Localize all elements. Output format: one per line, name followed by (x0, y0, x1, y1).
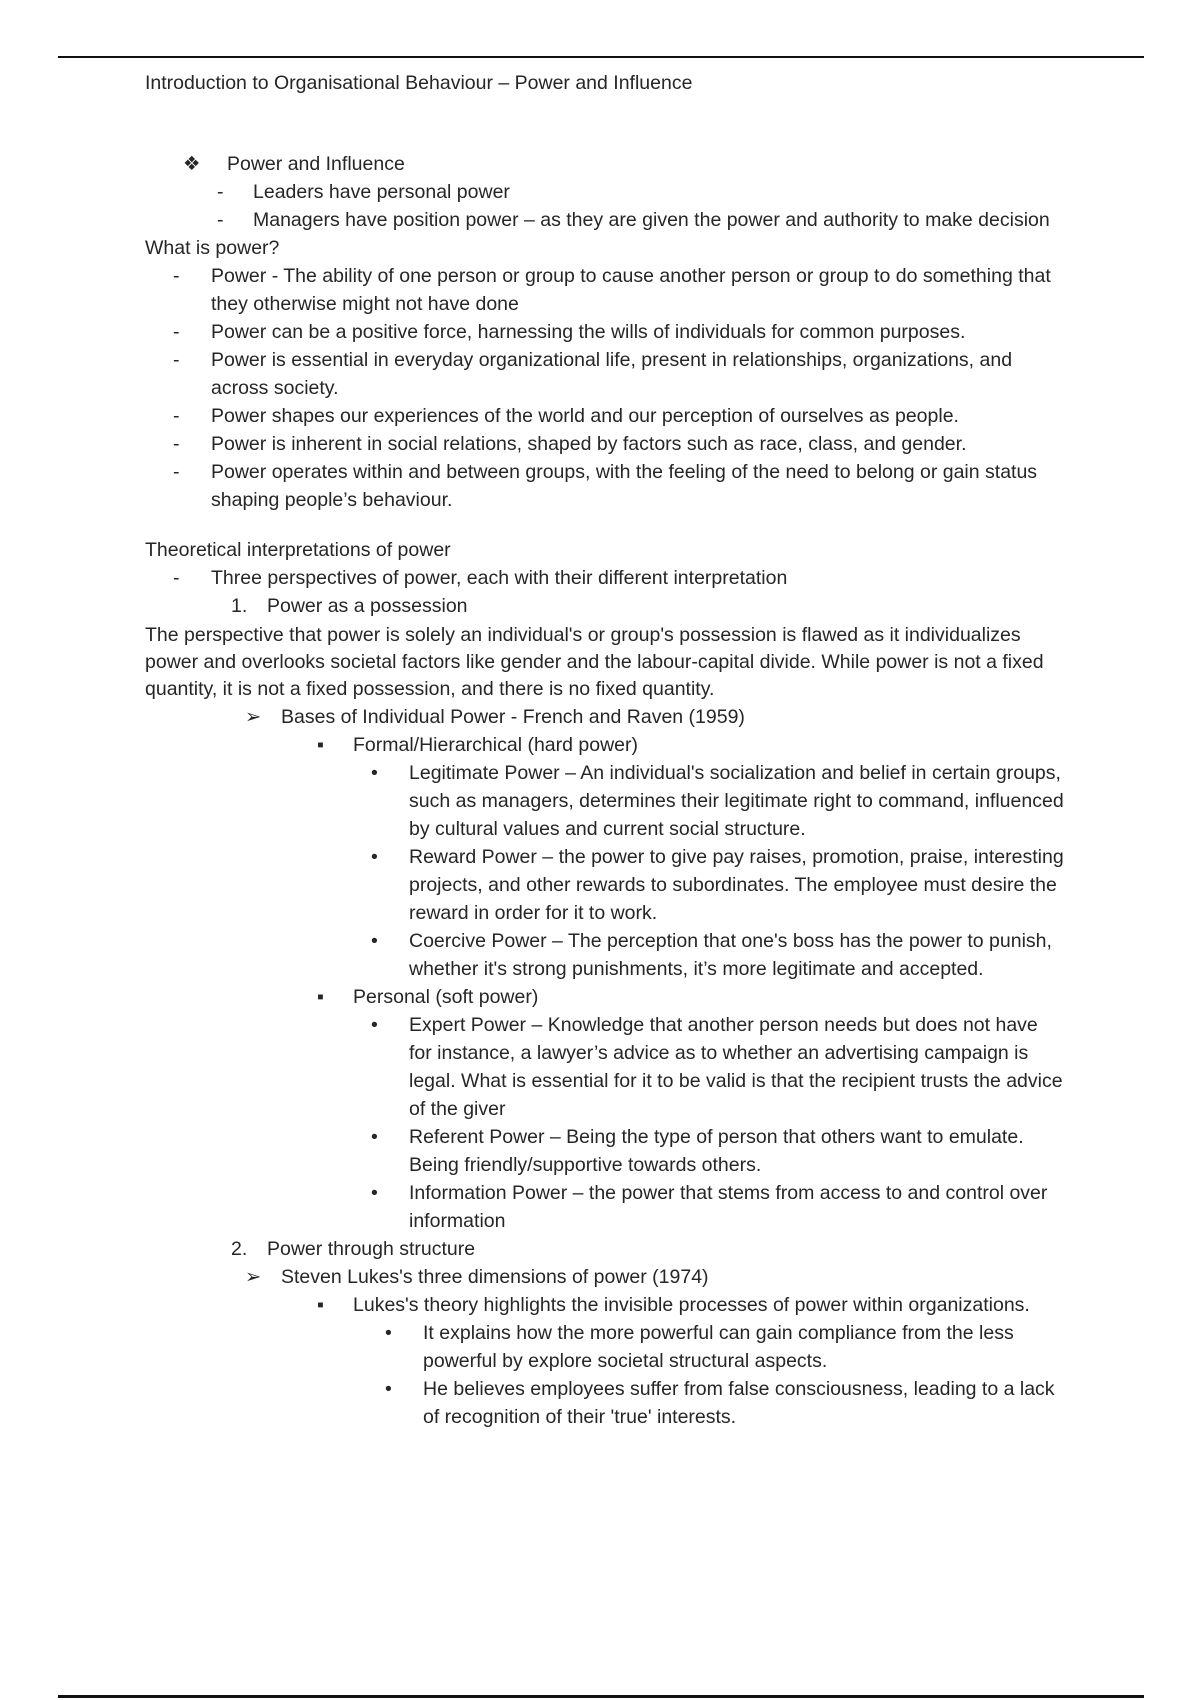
dot-bullet-icon: • (371, 1182, 378, 1204)
bases-heading: ➢ Bases of Individual Power - French and Raven (1959) (245, 703, 1065, 731)
list-item: - Managers have position power – as they are given the power and authority to make decision (217, 206, 1065, 234)
theoretical-heading: Theoretical interpretations of power (145, 539, 451, 561)
dash-bullet-icon: - (173, 265, 180, 287)
list-item: • He believes employees suffer from false consciousness, leading to a lack of recognition of their 'true' interests. (385, 1375, 1065, 1431)
list-item: - Power is inherent in social relations, shaped by factors such as race, class, and gender. (173, 430, 1065, 458)
arrow-bullet-icon: ➢ (245, 706, 262, 728)
numbered-item-2: 2. Power through structure (231, 1238, 476, 1260)
list-item: • Expert Power – Knowledge that another person needs but does not have for instance, a lawyer’s advice as to whether an advertising campaign is legal. What is essential for it to be valid is that the recipient trusts the advice of the giver (371, 1011, 1065, 1123)
dot-bullet-icon: • (371, 930, 378, 952)
formal-power-heading: ▪ Formal/Hierarchical (hard power) (317, 731, 1065, 759)
dot-bullet-icon: • (371, 1126, 378, 1148)
dash-bullet-icon: - (173, 349, 180, 371)
lukes-heading: ➢ Steven Lukes's three dimensions of power (1974) (245, 1263, 1065, 1291)
top-rule (58, 56, 1144, 58)
list-item: - Leaders have personal power (217, 178, 1065, 206)
dash-bullet-icon: - (217, 209, 224, 231)
dot-bullet-icon: • (385, 1322, 392, 1344)
dash-bullet-icon: - (173, 461, 180, 483)
list-item: • Referent Power – Being the type of person that others want to emulate. Being friendly/supportive towards others. (371, 1123, 1065, 1179)
dot-bullet-icon: • (371, 846, 378, 868)
dash-bullet-icon: - (217, 181, 224, 203)
what-is-power-heading: What is power? (145, 237, 280, 259)
list-item: - Power is essential in everyday organizational life, present in relationships, organizations, and across society. (173, 346, 1065, 402)
arrow-bullet-icon: ➢ (245, 1266, 262, 1288)
bottom-rule (58, 1695, 1144, 1698)
list-item: • Information Power – the power that stems from access to and control over information (371, 1179, 1065, 1235)
list-item: - Power shapes our experiences of the world and our perception of ourselves as people. (173, 402, 1065, 430)
dot-bullet-icon: • (371, 762, 378, 784)
dash-bullet-icon: - (173, 567, 180, 589)
list-item: ▪ Lukes's theory highlights the invisible processes of power within organizations. (317, 1291, 1065, 1319)
page-header: Introduction to Organisational Behaviour – Power and Influence (145, 72, 693, 94)
square-bullet-icon: ▪ (317, 1294, 324, 1316)
dot-bullet-icon: • (385, 1378, 392, 1400)
list-item: - Power can be a positive force, harnessing the wills of individuals for common purposes. (173, 318, 1065, 346)
document-body (145, 150, 1065, 1431)
list-item: • Coercive Power – The perception that one's boss has the power to punish, whether it's strong punishments, it’s more legitimate and accepted. (371, 927, 1065, 983)
list-item: - Three perspectives of power, each with their different interpretation (173, 564, 1065, 592)
square-bullet-icon: ▪ (317, 734, 324, 756)
intro-heading: ❖ Power and Influence (183, 150, 1065, 178)
list-item: - Power operates within and between groups, with the feeling of the need to belong or gain status shaping people’s behaviour. (173, 458, 1065, 514)
numbered-item-1: 1. Power as a possession (231, 595, 468, 617)
possession-paragraph: The perspective that power is solely an individual's or group's possession is flawed as it individualizes power and overlooks societal factors like gender and the labour-capital divide. While power is not a fixed quantity, it is not a fixed possession, and there is no fixed quantity. (145, 624, 1044, 700)
dash-bullet-icon: - (173, 321, 180, 343)
diamond-bullet-icon: ❖ (183, 153, 201, 175)
square-bullet-icon: ▪ (317, 986, 324, 1008)
list-item: • Legitimate Power – An individual's socialization and belief in certain groups, such as managers, determines their legitimate right to command, influenced by cultural values and current social structure. (371, 759, 1065, 843)
dot-bullet-icon: • (371, 1014, 378, 1036)
dash-bullet-icon: - (173, 405, 180, 427)
personal-power-heading: ▪ Personal (soft power) (317, 983, 1065, 1011)
list-item: • Reward Power – the power to give pay raises, promotion, praise, interesting projects, and other rewards to subordinates. The employee must desire the reward in order for it to work. (371, 843, 1065, 927)
list-item: - Power - The ability of one person or group to cause another person or group to do something that they otherwise might not have done (173, 262, 1065, 318)
dash-bullet-icon: - (173, 433, 180, 455)
list-item: • It explains how the more powerful can gain compliance from the less powerful by explore societal structural aspects. (385, 1319, 1065, 1375)
